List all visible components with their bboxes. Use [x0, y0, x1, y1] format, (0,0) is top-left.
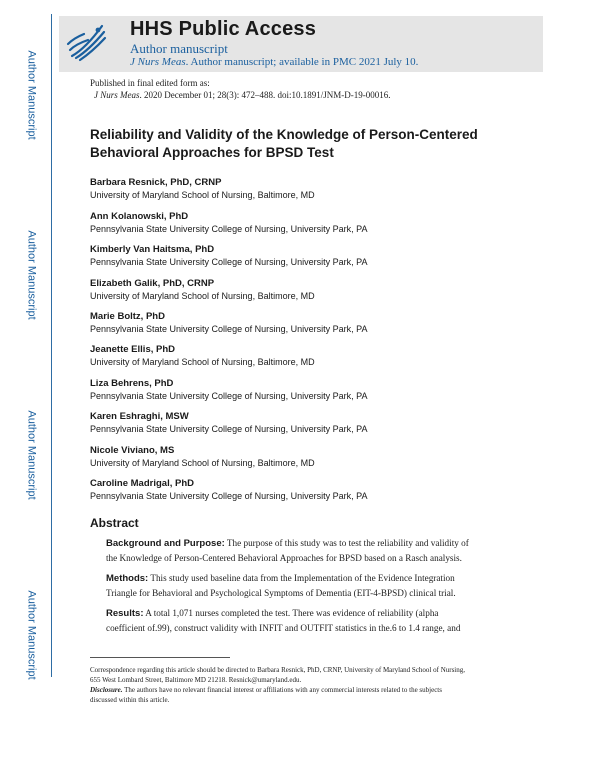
correspondence-footnote: Correspondence regarding this article should be directed to Barbara Resnick, PhD, CRNP, University of Maryland School of Nursing, 655 West Lombard Street, Baltimore MD 21218. Resnick@umaryland.edu. [90, 666, 466, 684]
journal-availability: J Nurs Meas. Author manuscript; available in PMC 2021 July 10. [130, 56, 419, 68]
abstract-methods: Methods: This study used baseline data from the Implementation of the Evidence Integration Triangle for Behavioral and Psychological Symptoms of Dementia (EIT-4-BPSD) clinical trial. [106, 573, 456, 598]
side-label-2: Author Manuscript [26, 230, 39, 320]
side-label-4: Author Manuscript [26, 590, 39, 680]
side-label-1: Author Manuscript [26, 50, 39, 140]
abstract-background: Background and Purpose: The purpose of this study was to test the reliability and validity of the Knowledge of Person-Centered Behavioral Approaches for BPSD based on a Rasch analysis. [106, 538, 469, 563]
abstract-heading: Abstract [90, 516, 139, 530]
footnote-divider [90, 657, 230, 658]
author-entry: Jeanette Ellis, PhD University of Maryland School of Nursing, Baltimore, MD [90, 344, 315, 367]
author-entry: Ann Kolanowski, PhD Pennsylvania State University College of Nursing, University Park, PA [90, 211, 368, 234]
author-entry: Kimberly Van Haitsma, PhD Pennsylvania State University College of Nursing, University Park, PA [90, 244, 368, 267]
citation-line: J Nurs Meas. 2020 December 01; 28(3): 472–488. doi:10.1891/JNM-D-19-00016. [94, 90, 391, 100]
journal-abbrev: J Nurs Meas [130, 56, 186, 68]
hhs-title: HHS Public Access [130, 18, 317, 40]
disclosure-footnote: Disclosure. The authors have no relevant financial interest or affiliations with any commercial interests related to the subjects discussed within this article. [90, 686, 442, 704]
author-entry: Barbara Resnick, PhD, CRNP University of Maryland School of Nursing, Baltimore, MD [90, 177, 315, 200]
author-entry: Elizabeth Galik, PhD, CRNP University of Maryland School of Nursing, Baltimore, MD [90, 278, 315, 301]
abstract-results: Results: A total 1,071 nurses completed the test. There was evidence of reliability (alpha coefficient of.99), construct validity with INFIT and OUTFIT statistics in the.6 to 1.4 range, and [106, 608, 461, 633]
manuscript-label: Author manuscript [130, 41, 228, 56]
author-entry: Liza Behrens, PhD Pennsylvania State University College of Nursing, University Park, PA [90, 378, 368, 401]
side-label-3: Author Manuscript [26, 410, 39, 500]
author-entry: Nicole Viviano, MS University of Maryland School of Nursing, Baltimore, MD [90, 445, 315, 468]
article-title: Reliability and Validity of the Knowledge of Person-Centered Behavioral Approaches for BPSD Test [90, 127, 478, 160]
author-entry: Marie Boltz, PhD Pennsylvania State University College of Nursing, University Park, PA [90, 311, 368, 334]
author-entry: Karen Eshraghi, MSW Pennsylvania State University College of Nursing, University Park, PA [90, 411, 368, 434]
published-note: Published in final edited form as: [90, 78, 210, 88]
sidebar-rule [51, 14, 52, 677]
author-entry: Caroline Madrigal, PhD Pennsylvania State University College of Nursing, University Park, PA [90, 478, 368, 501]
hhs-eagle-logo-icon [62, 18, 112, 68]
